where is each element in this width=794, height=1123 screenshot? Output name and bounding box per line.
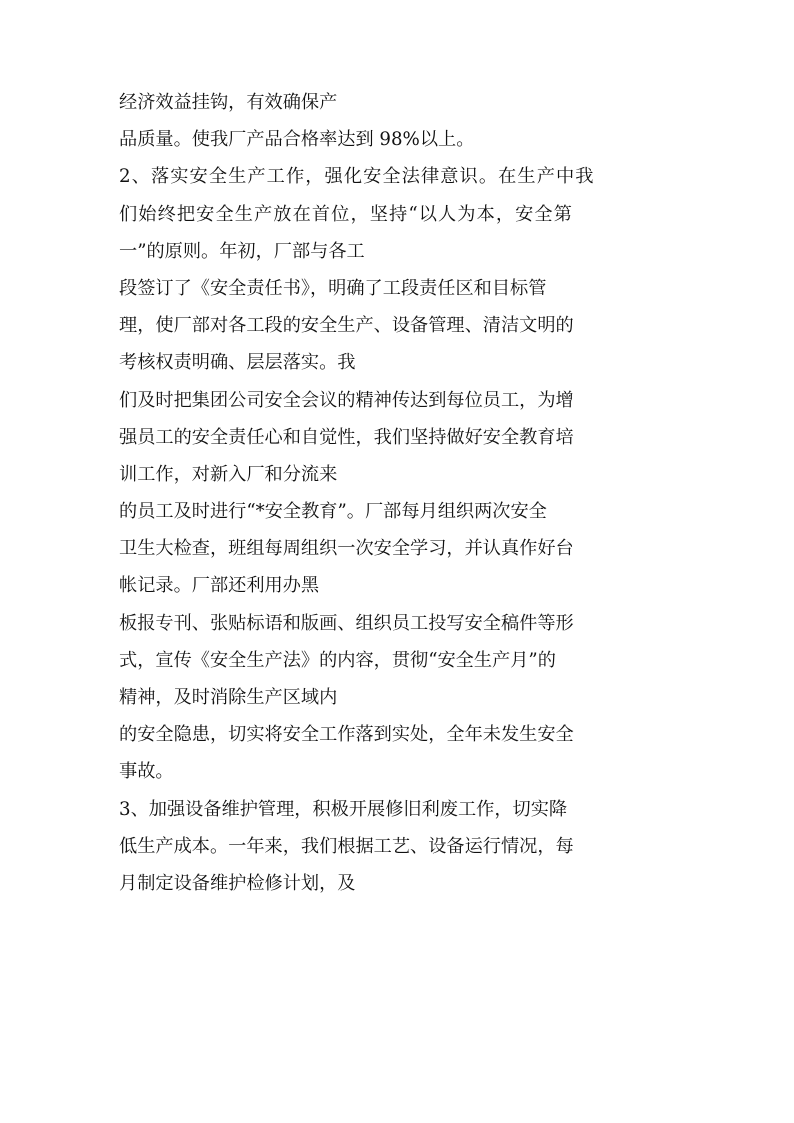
text-line: 考核权责明确、层层落实。我 (119, 352, 356, 374)
text-line: 们始终把安全生产放在首位，坚持“以人为本，安全第 (119, 203, 574, 225)
text-line: 段签订了《安全责任书》，明确了工段责任区和目标管 (119, 277, 547, 299)
text-line: 低生产成本。一年来，我们根据工艺、设备运行情况，每 (119, 835, 574, 857)
text-line: 强员工的安全责任心和自觉性，我们坚持做好安全教育培 (119, 426, 574, 448)
text-line: 卫生大检查，班组每周组织一次安全学习，并认真作好台 (119, 538, 574, 560)
text-line: 训工作，对新入厂和分流来 (119, 463, 338, 485)
text-line: 式，宣传《安全生产法》的内容，贯彻“安全生产月”的 (119, 649, 556, 671)
text-line: 一”的原则。年初，厂部与各工 (119, 240, 365, 262)
text-line: 事故。 (119, 761, 174, 783)
text-line: 3、加强设备维护管理，积极开展修旧利废工作，切实降 (119, 798, 568, 820)
text-line: 理，使厂部对各工段的安全生产、设备管理、清洁文明的 (119, 315, 574, 337)
text-line: 精神，及时消除生产区域内 (119, 687, 338, 708)
text-line: 经济效益挂钩，有效确保产 (119, 92, 338, 113)
text-line: 2、落实安全生产工作，强化安全法律意识。在生产中我 (119, 166, 595, 188)
body-text (119, 84, 679, 902)
text-line: 月制定设备维护检修计划，及 (119, 872, 356, 894)
text-line: 帐记录。厂部还利用办黑 (119, 575, 320, 597)
text-line: 的员工及时进行“*安全教育”。厂部每月组织两次安全 (119, 501, 547, 523)
text-line: 们及时把集团公司安全会议的精神传达到每位员工，为增 (119, 389, 574, 411)
text-line: 品质量。使我厂产品合格率达到 98%以上。 (119, 129, 475, 151)
text-line: 板报专刊、张贴标语和版画、组织员工投写安全稿件等形 (119, 612, 574, 634)
text-line: 的安全隐患，切实将安全工作落到实处，全年未发生安全 (119, 724, 574, 746)
